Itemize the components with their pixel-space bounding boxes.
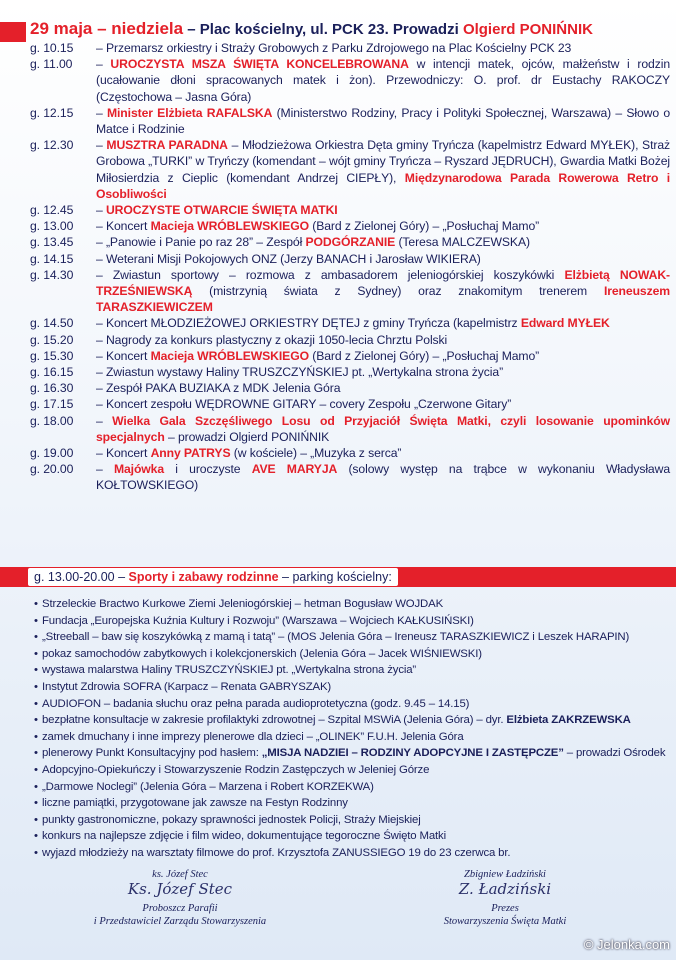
schedule-text [96,413,670,445]
schedule-text-part: – [96,138,107,153]
schedule-highlight: UROCZYSTE OTWARCIE ŚWIĘTA MATKI [105,203,338,218]
schedule-row [30,396,670,412]
schedule-highlight: Ireneuszem TARASZKIEWICZEM [96,284,670,315]
watermark: © Jelonka.com [583,937,670,952]
schedule-text [96,251,670,267]
schedule-highlight: Macieja WRÓBLEWSKIEGO [150,348,309,363]
signature-left [60,869,300,928]
schedule-highlight: PODGÓRZANIE [305,235,396,250]
schedule-highlight: MUSZTRA PARADNA [106,138,228,153]
schedule-time: g. 15.30 [30,348,74,363]
activity-item [34,745,670,762]
schedule-highlight: Edward MYŁEK [520,316,610,331]
activity-item [34,712,670,729]
activity-text: „Streeball – baw się koszykówką z mamą i tatą” – (MOS Jelenia Góra – Ireneusz TARASZKIEWICZ i Leszek HARAPIN) [42,631,630,644]
schedule-highlight: Międzynarodowa Parada Rowerowa Retro i Osobliwości [96,170,670,201]
schedule-time: g. 10.15 [30,41,74,55]
event-host: Olgierd PONIŃNIK [462,21,593,38]
family-title: Sporty i zabawy rodzinne [128,570,279,584]
family-place: – parking kościelny: [278,570,392,584]
activity-text: konkurs na najlepsze zdjęcie i film wideo, dokumentujące tegoroczne Święto Matki [42,830,446,843]
schedule-text-part: – [96,203,106,218]
schedule-highlight: Wielka Gala Szczęśliwego Losu od Przyjaciół Święta Matki, czyli losowanie upominków specjalnych [96,413,670,444]
activity-text: Fundacja „Europejska Kuźnia Kultury i Rozwoju” (Warszawa – Wojciech KAŁKUSIŃSKI) [42,614,474,627]
activity-item [34,596,670,613]
schedule-highlight: Macieja WRÓBLEWSKIEGO [150,219,309,234]
schedule-row [30,218,670,234]
signature-left-org: i Przedstawiciel Zarządu Stowarzyszenia [93,916,267,927]
schedule-text-part: – Koncert MŁODZIEŻOWEJ ORKIESTRY DĘTEJ z gminy Tryńcza (kapelmistrz [96,316,521,331]
activity-item [34,812,670,829]
signature-right-role: Prezes [491,903,519,914]
activity-item [34,696,670,713]
schedule-text [96,234,670,250]
activity-highlight: Elżbieta ZAKRZEWSKA [506,714,631,727]
signature-right-org: Stowarzyszenia Święta Matki [443,916,567,927]
schedule-text [96,56,670,105]
schedule-text-part: – Koncert [96,348,151,363]
activity-item [34,679,670,696]
activity-item [34,779,670,796]
activity-text: Adopcyjno-Opiekuńczy i Stowarzyszenie Rodzin Zastępczych w Jeleniej Górze [42,763,430,776]
schedule-text-part: – Koncert [96,446,151,461]
schedule-time: g. 16.30 [30,381,74,396]
activity-item [34,795,670,812]
schedule-text [96,332,670,348]
activity-text: „Darmowe Noclegi” (Jelenia Góra – Marzena i Robert KORZEKWA) [42,780,374,793]
schedule-text-part: – Zwiastun wystawy Haliny TRUSZCZYŃSKIEJ pt. „Wertykalna strona życia” [96,365,504,380]
schedule-text-part: (w kościele) – „Muzyka z serca” [230,446,402,461]
activity-text: bezpłatne konsultacje w zakresie profilaktyki zdrowotnej – Szpital MSWiA (Jelenia Góra) – dyr. [42,714,507,727]
schedule-text-part: – [96,105,107,120]
schedule-list [30,40,670,494]
schedule-row [30,40,670,56]
schedule-text-part: – Zespół PAKA BUZIAKA z MDK Jelenia Góra [96,381,341,396]
activity-text: wystawa malarstwa Haliny TRUSZCZYŃSKIEJ pt. „Wertykalna strona życia” [42,664,417,677]
schedule-time: g. 20.00 [30,462,74,477]
signature-right-handwriting: Z. Ładziński [458,880,552,898]
activity-text: Instytut Zdrowia SOFRA (Karpacz – Renata GABRYSZAK) [42,680,332,693]
schedule-text [96,380,670,396]
schedule-text [96,348,670,364]
schedule-row [30,461,670,493]
header-line [30,19,593,39]
schedule-time: g. 17.15 [30,397,74,412]
schedule-row [30,251,670,267]
schedule-text-part: – Koncert [96,219,151,234]
schedule-text-part: – [96,57,111,72]
activity-item [34,828,670,845]
activity-item [34,729,670,746]
schedule-time: g. 19.00 [30,446,74,461]
schedule-row [30,315,670,331]
schedule-row [30,234,670,250]
activity-text: zamek dmuchany i inne imprezy plenerowe dla dzieci – „OLINEK” F.U.H. Jelenia Góra [42,730,464,743]
schedule-highlight: Minister Elżbieta RAFALSKA [106,105,273,120]
schedule-text-part: – Weterani Misji Pokojowych ONZ (Jerzy BANACH i Jarosław WIKIERA) [96,251,481,266]
schedule-row [30,267,670,316]
schedule-highlight: Elżbietą NOWAK-TRZEŚNIEWSKĄ [96,267,671,299]
schedule-time: g. 14.50 [30,316,74,331]
schedule-text-part: – prowadzi Olgierd PONIŃNIK [164,429,330,444]
activity-item [34,845,670,862]
schedule-row [30,332,670,348]
schedule-row [30,56,670,105]
activity-text: plenerowy Punkt Konsultacyjny pod hasłem: [42,747,262,760]
schedule-highlight: UROCZYSTA MSZA ŚWIĘTA KONCELEBROWANA [110,57,409,72]
schedule-time: g. 13.45 [30,235,74,250]
schedule-time: g. 18.00 [30,413,74,428]
schedule-text [96,461,670,493]
activity-text: pokaz samochodów zabytkowych i kolekcjonerskich (Jelenia Góra – Jacek WIŚNIEWSKI) [42,647,482,660]
schedule-text [96,267,670,316]
activity-item [34,762,670,779]
schedule-text-part: – „Panowie i Panie po raz 28” – Zespół [96,235,306,250]
activities-list [34,596,670,862]
activity-text: Strzeleckie Bractwo Kurkowe Ziemi Jeleniogórskiej – hetman Bogusław WOJDAK [42,598,444,610]
schedule-text [96,315,670,331]
schedule-row [30,105,670,137]
schedule-row [30,202,670,218]
schedule-text-part: (Ministerstwo Rodziny, Pracy i Polityki Społecznej, Warszawa) – Słowo o Matce i Rodzinie [96,105,671,137]
schedule-text-part: w intencji matek, ojców, małżeństw i rodzin (ucałowanie dłoni spracowanych matek i żon). Przewodniczy: O. prof. dr Eustachy RAKOCZY (Częstochowa – Jasna Góra) [96,57,670,104]
schedule-text [96,137,670,202]
schedule-text [96,40,670,56]
schedule-text-part: – Młodzieżowa Orkiestra Dęta gminy Tryńcza (kapelmistrz Edward MYŁEK), Straż Grobowa „TURKI” w Tryńczy (komendant – wójt gminy Tryńcza – Ryszard JĘDRUCH), Gwardia Matki Bożej Miłosierdzia z Cieplic (komendant Andrzej CIEPŁY), [96,138,670,185]
schedule-row [30,137,670,202]
schedule-text-part: (solowy występ na trąbce w wykonaniu Władysława KOŁTOWSKIEGO) [96,462,670,493]
schedule-text-part: – [96,413,113,428]
schedule-text-part: (mistrzynią świata z Sydney) oraz znakomitym trenerem [192,284,604,299]
schedule-row [30,445,670,461]
activity-text: punkty gastronomiczne, pokazy sprawności jednostek Policji, Straży Miejskiej [42,813,421,826]
schedule-time: g. 14.15 [30,251,74,266]
signature-left-handwriting: Ks. Józef Stec [127,880,233,898]
schedule-time: g. 12.15 [30,105,74,120]
schedule-text-part: – Przemarsz orkiestry i Straży Grobowych z Parku Zdrojowego na Plac Kościelny PCK 23 [96,41,572,55]
schedule-text-part: i uroczyste [164,462,252,477]
schedule-row [30,380,670,396]
schedule-time: g. 13.00 [30,219,74,234]
event-place: – Plac kościelny, ul. PCK 23. Prowadzi [183,21,463,38]
schedule-row [30,364,670,380]
schedule-time: g. 15.20 [30,332,74,347]
schedule-text [96,218,670,234]
event-date: 29 maja – niedziela [30,19,184,38]
schedule-text-part: – Koncert zespołu WĘDROWNE GITARY – covery Zespołu „Czerwone Gitary” [96,397,512,412]
schedule-text [96,364,670,380]
schedule-time: g. 11.00 [30,57,73,72]
activity-text: AUDIOFON – badania słuchu oraz pełna parada audioprotetyczna (godz. 9.45 – 14.15) [42,697,470,710]
schedule-text-part: – Nagrody za konkurs plastyczny z okazji 1050-lecia Chrztu Polski [96,332,448,347]
schedule-text-part: (Bard z Zielonej Góry) – „Posłuchaj Mamo” [308,219,540,234]
activity-item [34,662,670,679]
activity-item [34,613,670,630]
schedule-text [96,105,670,137]
activity-text: wyjazd młodzieży na warsztaty filmowe do prof. Krzysztofa ZANUSSIEGO 19 do 23 czerwca br. [42,846,511,859]
schedule-time: g. 16.15 [30,365,74,380]
schedule-text-part: (Teresa MALCZEWSKA) [395,235,530,250]
schedule-text [96,396,670,412]
schedule-time: g. 12.30 [30,138,74,153]
activity-text: – prowadzi Ośrodek [563,747,666,760]
activity-item [34,646,670,663]
schedule-text [96,202,670,218]
signature-right [400,869,610,928]
schedule-highlight: Anny PATRYS [150,446,231,461]
schedule-highlight: Majówka [113,462,165,477]
schedule-row [30,348,670,364]
schedule-text-part: (Bard z Zielonej Góry) – „Posłuchaj Mamo” [308,348,540,363]
family-section-header [28,568,398,586]
family-time: g. 13.00-20.00 – [34,570,129,584]
activity-text: liczne pamiątki, przygotowane jak zawsze na Festyn Rodzinny [42,797,348,810]
signature-right-name: Zbigniew Ładziński [464,869,546,880]
schedule-time: g. 14.30 [30,267,74,282]
signature-left-name: ks. Józef Stec [152,869,208,880]
activity-highlight: „MISJA NADZIEI – RODZINY ADOPCYJNE I ZASTĘPCZE” [261,747,564,760]
schedule-text [96,445,670,461]
schedule-text-part: – Zwiastun sportowy – rozmowa z ambasadorem jeleniogórskiej koszykówki [96,267,565,282]
header-accent-bar [0,22,26,42]
schedule-time: g. 12.45 [30,203,74,218]
family-section-band [0,567,676,587]
signature-left-role: Proboszcz Parafii [142,903,218,914]
schedule-row [30,413,670,445]
schedule-highlight: AVE MARYJA [251,462,338,477]
activity-item [34,629,670,646]
schedule-text-part: – [96,462,114,477]
